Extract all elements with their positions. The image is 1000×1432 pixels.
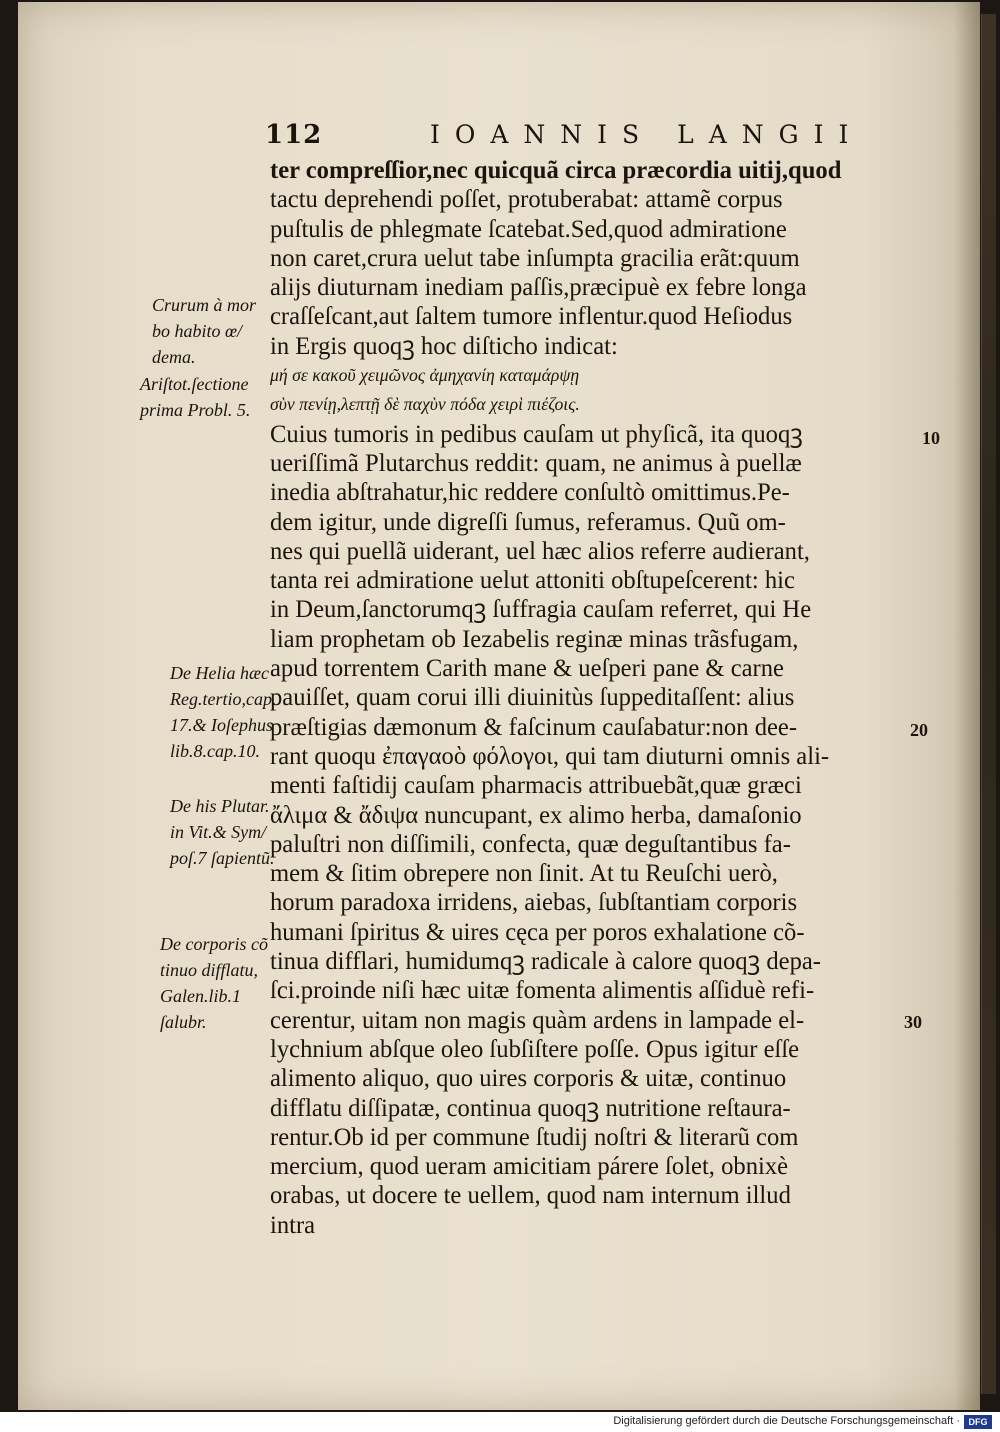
text-line: præſtigias dæmonum & faſcinum cauſabatur:non dee- (270, 713, 798, 741)
marginal-note-crurum (152, 292, 256, 370)
marginal-line: dema. (152, 347, 196, 367)
marginal-line: lib.8.cap.10. (170, 741, 260, 761)
text-line: ter compreſſior,nec quicquã circa præcordia uitij,quod (270, 157, 842, 184)
text-line: inedia abſtrahatur,hic reddere conſultò omittimus.Pe- (270, 479, 790, 507)
funding-credit: Digitalisierung gefördert durch die Deutsche Forschungsgemeinschaft · (613, 1415, 960, 1427)
text-line: μή σε κακοῦ χειμῶνος ἀμηχανίη καταμάρψῃ (270, 365, 580, 386)
page-gutter-shadow (954, 2, 980, 1410)
text-line: ſci.proinde niſi hæc uitæ fomenta alimentis aſſiduè refi- (270, 977, 815, 1005)
marginal-line: De corporis cõ (160, 934, 268, 954)
marginal-note-corporis (160, 931, 268, 1035)
text-line: apud torrentem Carith mane & ueſperi pane & carne (270, 655, 784, 683)
text-line: mem & ſitim obrepere non ſinit. At tu Reuſchi uerò, (270, 860, 778, 888)
text-line: rant quoqu ἐπαγαοὸ φόλογοι, qui tam diuturni omnis ali- (270, 742, 830, 770)
text-line: liam prophetam ob Iezabelis reginæ minas trãsfugam, (270, 625, 799, 653)
text-line: craſſeſcant,aut ſaltem tumore inflentur.quod Heſiodus (270, 303, 793, 331)
text-line: cerentur, uitam non magis quàm ardens in lampade el- (270, 1006, 805, 1034)
line-number-10: 10 (922, 428, 940, 448)
line-number-20: 20 (910, 720, 928, 740)
marginal-line: Crurum à mor (152, 295, 257, 315)
text-line: puſtulis de phlegmate ſcatebat.Sed,quod admiratione (270, 215, 787, 243)
book-spine-edge (981, 14, 996, 1394)
text-line: in Deum,ſanctorumqꝫ ſuffragia cauſam referret, qui He (270, 596, 812, 624)
text-line: ἄλιμα & ἄδιψα nuncupant, ex alimo herba, damaſonio (270, 801, 802, 829)
marginal-line: bo habito œ/ (152, 321, 243, 341)
marginal-line: Galen.lib.1 (160, 986, 241, 1006)
text-line: menti faſtidij cauſam pharmacis attribuebãt,quæ græci (270, 772, 802, 800)
marginal-line: tinuo difflatu, (160, 960, 259, 980)
text-line: mercium, quod ueram amicitiam párere ſolet, obnixè (270, 1153, 789, 1181)
marginal-line: prima Probl. 5. (140, 400, 251, 420)
text-line: difflatu diſſipatæ, continua quoqꝫ nutritione reſtaura- (270, 1094, 791, 1122)
marginal-note-plutar (170, 793, 275, 871)
text-line: tinua difflari, humidumqꝫ radicale à calore quoqꝫ depa- (270, 948, 821, 976)
page-header (240, 120, 950, 154)
text-line: nes qui puellã uiderant, uel hæc alios referre audierant, (270, 537, 810, 565)
text-line: non caret,crura uelut tabe inſumpta gracilia erãt:quum (270, 244, 800, 272)
text-line: pauiſſet, quam corui illi diuinitùs ſuppeditaſſent: alius (270, 684, 795, 712)
text-line: in Ergis quoqꝫ hoc diſticho indicat: (270, 332, 618, 360)
text-line: intra (270, 1211, 316, 1239)
line-number-30: 30 (904, 1012, 922, 1032)
running-head: IOANNIS LANGII (430, 120, 864, 149)
marginal-line: De his Plutar. (170, 796, 270, 816)
text-line: alijs diuturnam inediam paſſis,præcipuè ex febre longa (270, 274, 807, 302)
marginal-line: Ariſtot.ſectione (140, 374, 249, 394)
marginal-line: in Vit.& Sym/ (170, 822, 267, 842)
text-line: dem igitur, unde digreſſi ſumus, referamus. Quũ om- (270, 508, 786, 536)
text-line: alimento aliquo, quo uires corporis & uitæ, continuo (270, 1065, 787, 1093)
text-line: horum paradoxa irridens, aiebas, ſubſtantiam corporis (270, 889, 798, 917)
main-text-block (270, 156, 920, 1240)
marginal-line: ſalubr. (160, 1012, 207, 1032)
text-line: σὺν πενίῃ,λεπτῇ δὲ παχὺν πόδα χειρὶ πιέζοις. (270, 394, 580, 415)
marginal-line: De Helia hæc (170, 663, 269, 683)
page-number: 112 (265, 120, 323, 150)
text-line: lychnium abſque oleo ſubſiſtere poſſe. Opus igitur eſſe (270, 1035, 800, 1063)
marginal-line: 17.& Ioſephus (170, 715, 273, 735)
text-line: ueriſſimã Plutarchus reddit: quam, ne animus à puellæ (270, 449, 802, 477)
text-line: paluſtri non diſſimili, confecta, quæ deguſtantibus fa- (270, 830, 791, 858)
footer-bar (0, 1412, 1000, 1432)
text-line: Cuius tumoris in pedibus cauſam ut phyſicã, ita quoqꝫ (270, 420, 803, 448)
marginal-line: Reg.tertio,cap. (170, 689, 277, 709)
marginal-line: poſ.7 ſapientũ. (170, 848, 275, 868)
text-line: orabas, ut docere te uellem, quod nam internum illud (270, 1182, 791, 1210)
marginal-note-aristot (140, 371, 250, 423)
dfg-logo: DFG (964, 1415, 992, 1429)
text-line: rentur.Ob id per commune ſtudij noſtri & literarũ com (270, 1123, 799, 1151)
text-line: humani ſpiritus & uires cęca per poros exhalatione cõ- (270, 918, 805, 946)
text-line: tactu deprehendi poſſet, protuberabat: attamẽ corpus (270, 186, 783, 214)
marginal-note-helia (170, 660, 276, 764)
text-line: tanta rei admiratione uelut attoniti obſtupeſcerent: hic (270, 567, 795, 595)
